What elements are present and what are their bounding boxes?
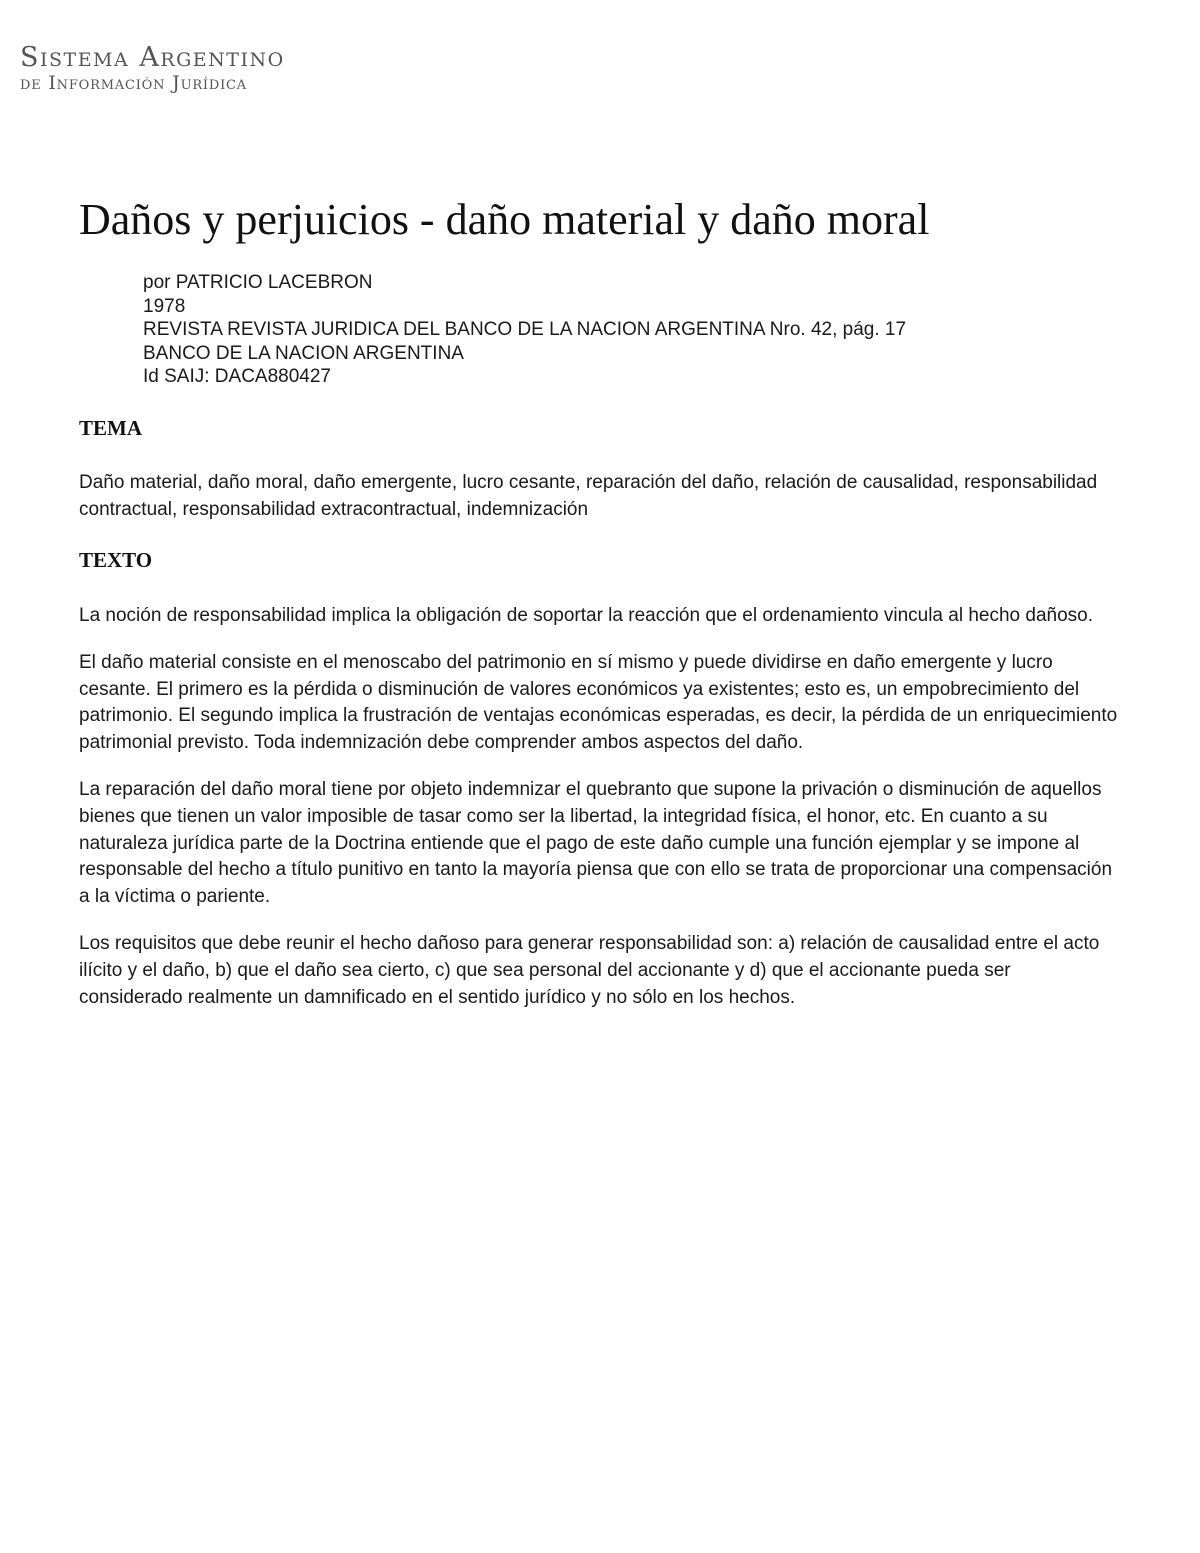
texto-heading: TEXTO: [79, 548, 153, 572]
logo-line-2: de Información Jurídica: [20, 72, 247, 94]
tema-keywords: Daño material, daño moral, daño emergente, lucro cesante, reparación del daño, relación de causalidad, responsabilidad contractual, responsabilidad extracontractual, indemnización: [79, 472, 1098, 520]
meta-source: REVISTA REVISTA JURIDICA DEL BANCO DE LA NACION ARGENTINA Nro. 42, pág. 17: [143, 319, 907, 340]
logo-line-1: Sistema Argentino: [20, 42, 285, 73]
tema-content: [79, 470, 1119, 544]
meta-publisher: BANCO DE LA NACION ARGENTINA: [143, 342, 464, 364]
texto-body: [79, 603, 1119, 1031]
texto-paragraph: El daño material consiste en el menoscabo del patrimonio en sí mismo y puede dividirse en daño emergente y lucro cesante. El primero es la pérdida o disminución de valores económicos ya existentes; esto es, un empobrecimiento del patrimonio. El segundo implica la frustración de ventajas económicas esperadas, es decir, la pérdida de un enriquecimiento patrimonial previsto. Toda indemnización debe comprender ambos aspectos del daño.: [79, 651, 1118, 754]
saij-logo: [20, 44, 285, 93]
document-metadata: [143, 271, 906, 389]
texto-paragraph: La reparación del daño moral tiene por objeto indemnizar el quebranto que supone la privación o disminución de aquellos bienes que tienen un valor imposible de tasar como ser la libertad, la integridad física, el honor, etc. En cuanto a su naturaleza jurídica parte de la Doctrina entiende que el pago de este daño cumple una función ejemplar y se impone al responsable del hecho a título punitivo en tanto la mayoría piensa que con ello se trata de proporcionar una compensación a la víctima o pariente.: [79, 778, 1113, 908]
meta-year: 1978: [143, 295, 186, 317]
meta-author: por PATRICIO LACEBRON: [143, 272, 373, 293]
texto-paragraph: Los requisitos que debe reunir el hecho dañoso para generar responsabilidad son: a) relación de causalidad entre el acto ilícito y el daño, b) que el daño sea cierto, c) que sea personal del accionante y d) que el accionante pueda ser considerado realmente un damnificado en el sentido jurídico y no sólo en los hechos.: [79, 932, 1100, 1008]
texto-paragraph: La noción de responsabilidad implica la obligación de soportar la reacción que el ordenamiento vincula al hecho dañoso.: [79, 605, 1093, 626]
document-title: Daños y perjuicios - daño material y daño moral: [79, 195, 930, 244]
tema-heading: TEMA: [79, 416, 142, 440]
meta-saij-id: Id SAIJ: DACA880427: [143, 366, 331, 387]
